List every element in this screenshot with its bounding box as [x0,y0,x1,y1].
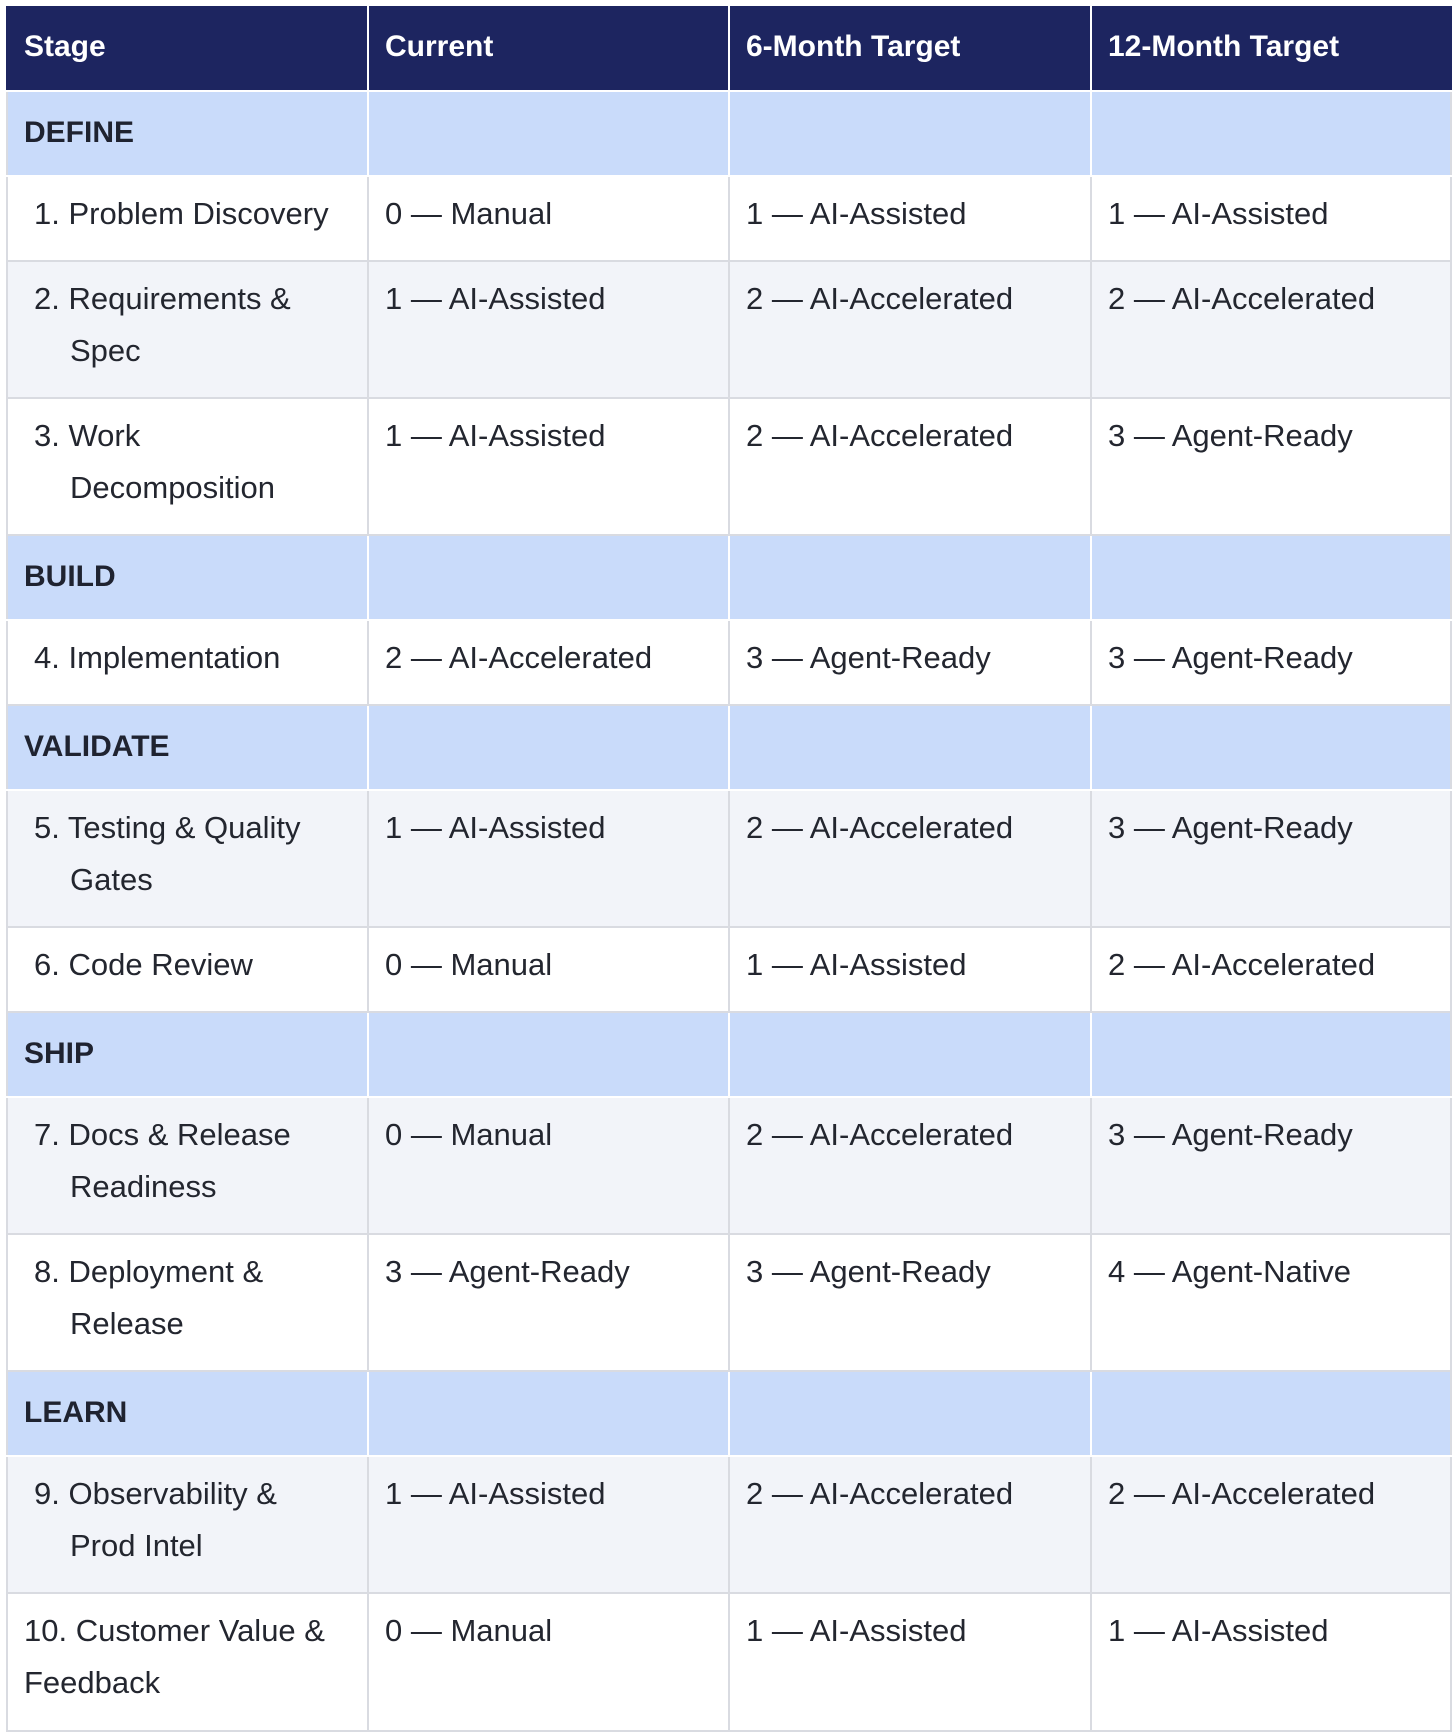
stage-name: 10. Customer Value & Feedback [24,1613,325,1700]
table-row [7,1456,1451,1593]
six-month-target-cell: 2 — AI-Accelerated [729,261,1091,398]
six-month-target-cell: 3 — Agent-Ready [729,1234,1091,1371]
twelve-month-target-cell: 4 — Agent-Native [1091,1234,1451,1371]
phase-cell [368,91,729,176]
stage-name-cell [7,1456,368,1593]
six-month-target-cell: 2 — AI-Accelerated [729,1097,1091,1234]
current-level-cell: 1 — AI-Assisted [368,261,729,398]
twelve-month-target-cell: 3 — Agent-Ready [1091,790,1451,927]
stage-name: 3. Work Decomposition [34,418,276,505]
phase-label: LEARN [7,1371,368,1456]
stage-name-cell [7,927,368,1012]
column-header-current: Current [368,6,729,91]
stage-name: 7. Docs & Release Readiness [34,1117,291,1204]
stage-name-cell [7,261,368,398]
six-month-target-cell: 1 — AI-Assisted [729,176,1091,261]
six-month-target-cell: 3 — Agent-Ready [729,620,1091,705]
six-month-target-cell: 1 — AI-Assisted [729,1593,1091,1731]
twelve-month-target-cell: 2 — AI-Accelerated [1091,927,1451,1012]
current-level-cell: 3 — Agent-Ready [368,1234,729,1371]
phase-cell [1091,91,1451,176]
phase-cell [368,535,729,620]
table-row [7,1097,1451,1234]
stage-name: 5. Testing & Quality Gates [34,810,301,897]
phase-cell [368,1012,729,1097]
stage-name: 8. Deployment & Release [34,1254,264,1341]
twelve-month-target-cell: 2 — AI-Accelerated [1091,1456,1451,1593]
table-row [7,176,1451,261]
phase-cell [368,705,729,790]
table-row [7,1234,1451,1371]
phase-cell [368,1371,729,1456]
current-level-cell: 0 — Manual [368,176,729,261]
phase-cell [729,1012,1091,1097]
current-level-cell: 2 — AI-Accelerated [368,620,729,705]
table-row [7,398,1451,535]
six-month-target-cell: 2 — AI-Accelerated [729,1456,1091,1593]
stage-name-cell [7,1593,368,1731]
twelve-month-target-cell: 3 — Agent-Ready [1091,1097,1451,1234]
twelve-month-target-cell: 1 — AI-Assisted [1091,176,1451,261]
stage-name: 6. Code Review [34,947,253,982]
maturity-roadmap-table [6,6,1452,1732]
phase-cell [729,705,1091,790]
column-header-stage: Stage [7,6,368,91]
stage-name-cell [7,176,368,261]
table-row [7,261,1451,398]
stage-name-cell [7,1234,368,1371]
current-level-cell: 0 — Manual [368,927,729,1012]
stage-name: 1. Problem Discovery [34,196,329,231]
column-header-12-month-target: 12-Month Target [1091,6,1451,91]
current-level-cell: 1 — AI-Assisted [368,1456,729,1593]
phase-row-learn [7,1371,1451,1456]
current-level-cell: 1 — AI-Assisted [368,398,729,535]
phase-cell [1091,1371,1451,1456]
stage-name: 2. Requirements & Spec [34,281,291,368]
phase-row-define [7,91,1451,176]
twelve-month-target-cell: 3 — Agent-Ready [1091,398,1451,535]
phase-row-validate [7,705,1451,790]
table-row [7,927,1451,1012]
phase-label: SHIP [7,1012,368,1097]
current-level-cell: 0 — Manual [368,1593,729,1731]
maturity-roadmap-table-wrapper [6,6,1450,1732]
six-month-target-cell: 2 — AI-Accelerated [729,790,1091,927]
phase-label: DEFINE [7,91,368,176]
current-level-cell: 0 — Manual [368,1097,729,1234]
current-level-cell: 1 — AI-Assisted [368,790,729,927]
phase-label: VALIDATE [7,705,368,790]
stage-name: 9. Observability & Prod Intel [34,1476,277,1563]
twelve-month-target-cell: 2 — AI-Accelerated [1091,261,1451,398]
phase-cell [729,91,1091,176]
phase-cell [729,1371,1091,1456]
stage-name-cell [7,398,368,535]
stage-name-cell [7,790,368,927]
six-month-target-cell: 1 — AI-Assisted [729,927,1091,1012]
table-row [7,620,1451,705]
phase-cell [729,535,1091,620]
twelve-month-target-cell: 1 — AI-Assisted [1091,1593,1451,1731]
phase-cell [1091,535,1451,620]
column-header-6-month-target: 6-Month Target [729,6,1091,91]
table-row [7,790,1451,927]
phase-row-ship [7,1012,1451,1097]
header-row [7,6,1451,91]
stage-name: 4. Implementation [34,640,281,675]
phase-cell [1091,705,1451,790]
phase-cell [1091,1012,1451,1097]
phase-row-build [7,535,1451,620]
stage-name-cell [7,1097,368,1234]
stage-name-cell [7,620,368,705]
six-month-target-cell: 2 — AI-Accelerated [729,398,1091,535]
twelve-month-target-cell: 3 — Agent-Ready [1091,620,1451,705]
phase-label: BUILD [7,535,368,620]
table-row [7,1593,1451,1731]
